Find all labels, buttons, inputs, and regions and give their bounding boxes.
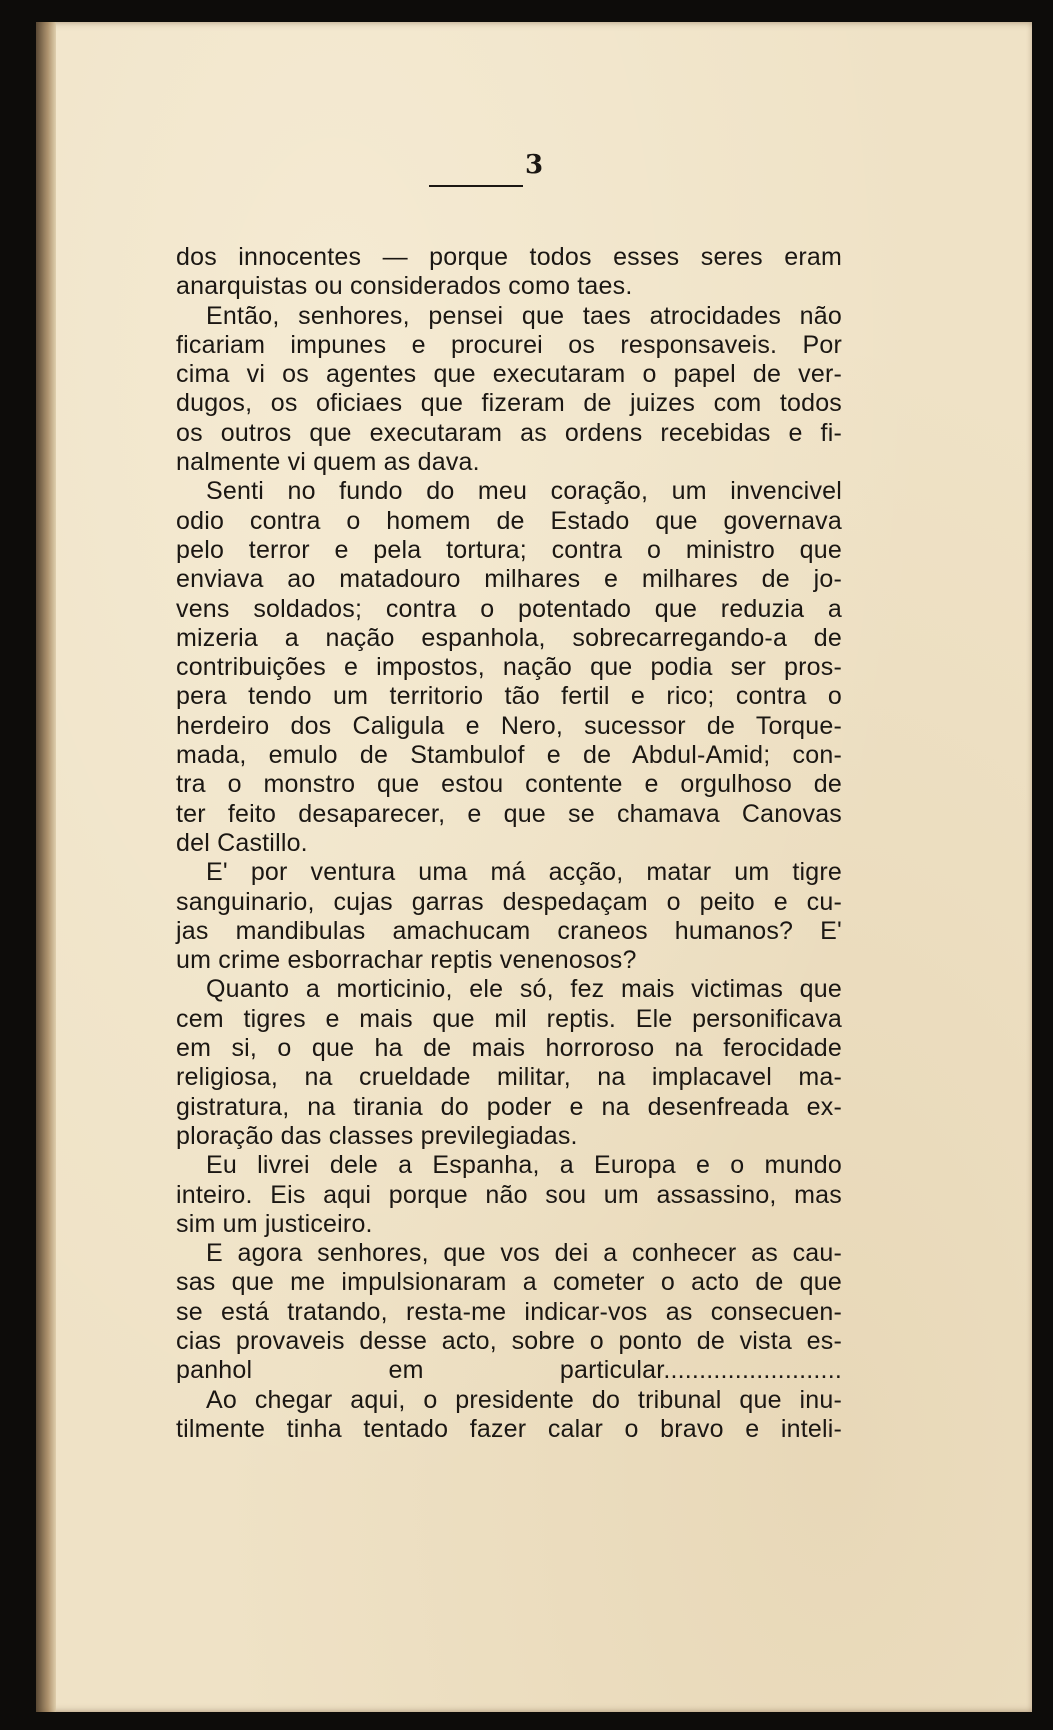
text-line: E agora senhores, que vos dei a conhecer as cau- [206, 1239, 842, 1268]
text-line: del Castillo. [176, 828, 308, 857]
page-number-rule [429, 185, 523, 187]
text-line: cem tigres e mais que mil reptis. Ele personificava [176, 1004, 842, 1033]
text-line: ficariam impunes e procurei os responsaveis. Por [176, 330, 842, 359]
text-line: Então, senhores, pensei que taes atrocidades não [206, 301, 842, 330]
text-line: sanguinario, cujas garras despedaçam o peito e cu- [176, 887, 842, 916]
body-text [176, 243, 842, 1444]
book-page [36, 22, 1032, 1712]
text-line: Eu livrei dele a Espanha, a Europa e o mundo [206, 1151, 842, 1180]
text-line: E' por ventura uma má acção, matar um tigre [206, 858, 842, 887]
text-line: anarquistas ou considerados como taes. [176, 272, 633, 301]
text-line: em si, o que ha de mais horroroso na ferocidade [176, 1034, 842, 1063]
page-binding-edge [36, 22, 56, 1712]
page-number: 3 [524, 150, 544, 180]
text-line: mada, emulo de Stambulof e de Abdul-Amid; con- [176, 741, 842, 770]
text-line: ploração das classes previlegiadas. [176, 1121, 578, 1150]
text-line: se está tratando, resta-me indicar-vos as consecuen- [176, 1297, 842, 1326]
text-line: nalmente vi quem as dava. [176, 448, 480, 477]
text-line: enviava ao matadouro milhares e milhares de jo- [176, 565, 842, 594]
text-line: Senti no fundo do meu coração, um invencivel [206, 477, 842, 506]
text-line: pera tendo um territorio tão fertil e rico; contra o [176, 682, 842, 711]
text-line: odio contra o homem de Estado que governava [176, 506, 842, 535]
text-line: dugos, os oficiaes que fizeram de juizes com todos [176, 389, 842, 418]
text-line: ter feito desaparecer, e que se chamava Canovas [176, 799, 842, 828]
text-line: gistratura, na tirania do poder e na desenfreada ex- [176, 1092, 842, 1121]
text-line: um crime esborrachar reptis venenosos? [176, 946, 637, 975]
text-line: sim um justiceiro. [176, 1209, 373, 1238]
text-line: pelo terror e pela tortura; contra o ministro que [176, 535, 842, 564]
text-line: dos innocentes — porque todos esses seres eram [176, 243, 842, 271]
text-line: sas que me impulsionaram a cometer o acto de que [176, 1268, 842, 1297]
text-line: jas mandibulas amachucam craneos humanos? E' [176, 916, 842, 945]
text-line: inteiro. Eis aqui porque não sou um assassino, mas [176, 1180, 842, 1209]
text-line: herdeiro dos Caligula e Nero, sucessor de Torque- [176, 711, 842, 740]
text-line: contribuições e impostos, nação que podia ser pros- [176, 653, 842, 682]
text-line: tra o monstro que estou contente e orgulhoso de [176, 770, 842, 799]
text-line: mizeria a nação espanhola, sobrecarregando-a de [176, 623, 842, 652]
text-line: religiosa, na crueldade militar, na implacavel ma- [176, 1063, 842, 1092]
text-line: cias provaveis desse acto, sobre o ponto de vista es- [176, 1326, 842, 1355]
text-line: Ao chegar aqui, o presidente do tribunal que inu- [206, 1385, 842, 1414]
text-line: cima vi os agentes que executaram o papel de ver- [176, 360, 842, 389]
text-line: Quanto a morticinio, ele só, fez mais victimas que [206, 975, 842, 1004]
text-line: os outros que executaram as ordens recebidas e fi- [176, 418, 842, 447]
text-line: panhol em particular......................... [176, 1356, 842, 1385]
text-line: tilmente tinha tentado fazer calar o bravo e inteli- [176, 1414, 842, 1443]
text-line: vens soldados; contra o potentado que reduzia a [176, 594, 842, 623]
